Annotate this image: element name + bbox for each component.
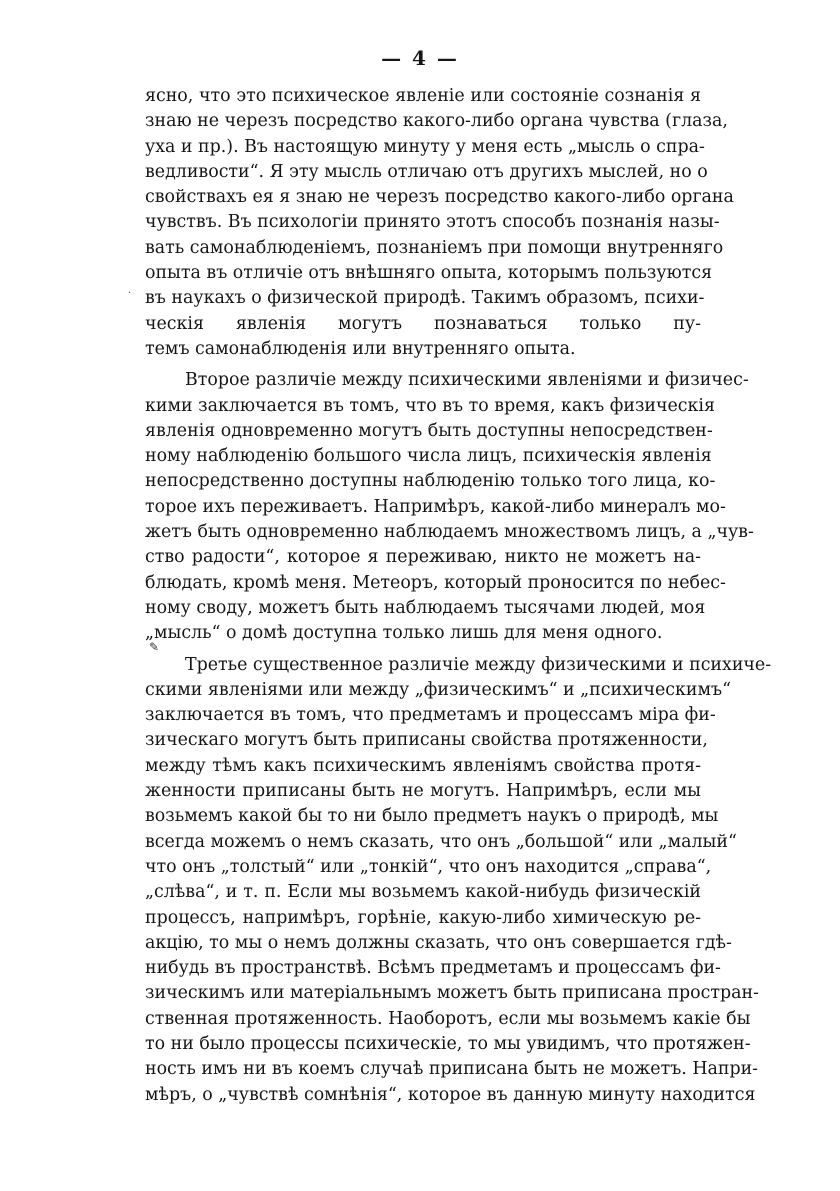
text-line: вать самонаблюденіемъ, познаніемъ при помощи внутренняго <box>145 237 724 258</box>
text-line: зическаго могутъ быть приписаны свойства протяженности, <box>145 730 708 751</box>
text-line: знаю не черезъ посредство какого-либо органа чувства (глаза, <box>145 111 728 132</box>
text-line: „мысль“ о домѣ доступна только лишь для меня одного. <box>145 623 663 644</box>
text-line: акцію, то мы о немъ должны сказать, что онъ совершается гдѣ- <box>145 932 732 953</box>
text-line: уха и пр.). Въ настоящую минуту у меня есть „мысль о спра- <box>145 136 705 157</box>
text-line: ведливости“. Я эту мысль отличаю отъ другихъ мыслей, но о <box>145 161 708 182</box>
text-line: торое ихъ переживаетъ. Напримѣръ, какой-либо минералъ мо- <box>145 496 726 517</box>
text-line: „слѣва“, и т. п. Если мы возьмемъ какой-нибудь физическій <box>145 882 701 903</box>
text-line: мѣръ, о „чувствѣ сомнѣнія“, которое въ данную минуту находится <box>145 1084 756 1105</box>
text-line: процессъ, напримѣръ, горѣніе, какую-либо химическую ре- <box>145 907 701 928</box>
text-line: возьмемъ какой бы то ни было предметъ наукъ о природѣ, мы <box>145 806 719 827</box>
text-line: опыта въ отличіе отъ внѣшняго опыта, которымъ пользуются <box>145 263 713 284</box>
text-line: непосредственно доступны наблюденію только того лица, ко- <box>145 471 716 492</box>
text-line: женности приписаны быть не могутъ. Напримѣръ, если мы <box>145 781 701 802</box>
body-text <box>145 84 772 1108</box>
paragraph-3 <box>145 653 772 1108</box>
text-line: Третье существенное различіе между физическими и психиче- <box>185 654 772 675</box>
margin-pointing-hand-icon: ✎ <box>149 640 160 654</box>
text-line: между тѣмъ какъ психическимъ явленіямъ свойства протя- <box>145 755 701 776</box>
text-line: ственная протяженность. Наоборотъ, если мы возьмемъ какіе бы <box>145 1008 751 1029</box>
text-line: темъ самонаблюденія или внутренняго опыта. <box>145 338 576 359</box>
text-line: что онъ „толстый“ или „тонкій“, что онъ находится „справа“, <box>145 856 712 877</box>
text-line: ство радости“, которое я переживаю, никто не можетъ на- <box>145 547 701 568</box>
paragraph-2 <box>145 368 754 646</box>
text-line: заключается въ томъ, что предметамъ и процессамъ міра фи- <box>145 705 716 726</box>
text-line: ясно, что это психическое явленіе или состояніе сознанія я <box>145 86 701 106</box>
text-line: нибудь въ пространствѣ. Всѣмъ предметамъ и процессамъ фи- <box>145 958 721 979</box>
text-line: ческія явленія могутъ познаваться только пу- <box>145 313 701 334</box>
paragraph-1 <box>145 84 734 362</box>
text-line: скими явленіями или между „физическимъ“ и „психическимъ“ <box>145 679 731 700</box>
text-line: чувствъ. Въ психологіи принято этотъ способъ познанія назы- <box>145 212 720 233</box>
text-line: ному своду, можетъ быть наблюдаемъ тысячами людей, моя <box>145 597 706 618</box>
text-line: всегда можемъ о немъ сказать, что онъ „большой“ или „малый“ <box>145 831 737 852</box>
stray-ink-mark: · <box>128 288 132 299</box>
text-line: кими заключается въ томъ, что въ то время, какъ физическія <box>145 395 715 416</box>
text-line: явленія одновременно могутъ быть доступны непосредствен- <box>145 420 713 441</box>
text-line: ность имъ ни въ коемъ случаѣ приписана быть не можетъ. Напри- <box>145 1059 759 1080</box>
text-line: Второе различіе между психическими явленіями и физичес- <box>185 370 749 391</box>
text-line: жетъ быть одновременно наблюдаемъ множествомъ лицъ, а „чув- <box>145 522 754 543</box>
text-line: ному наблюденію большого числа лицъ, психическія явленія <box>145 446 712 467</box>
text-line: въ наукахъ о физической природѣ. Такимъ образомъ, психи- <box>145 288 705 309</box>
page-number: — 4 — <box>381 46 459 70</box>
text-line: зическимъ или матеріальнымъ можетъ быть приписана простран- <box>145 983 759 1004</box>
text-line: то ни было процессы психическіе, то мы увидимъ, что протяжен- <box>145 1033 751 1054</box>
text-line: свойствахъ ея я знаю не черезъ посредство какого-либо органа <box>145 187 734 208</box>
text-line: блюдать, кромѣ меня. Метеоръ, который проносится по небес- <box>145 572 726 593</box>
